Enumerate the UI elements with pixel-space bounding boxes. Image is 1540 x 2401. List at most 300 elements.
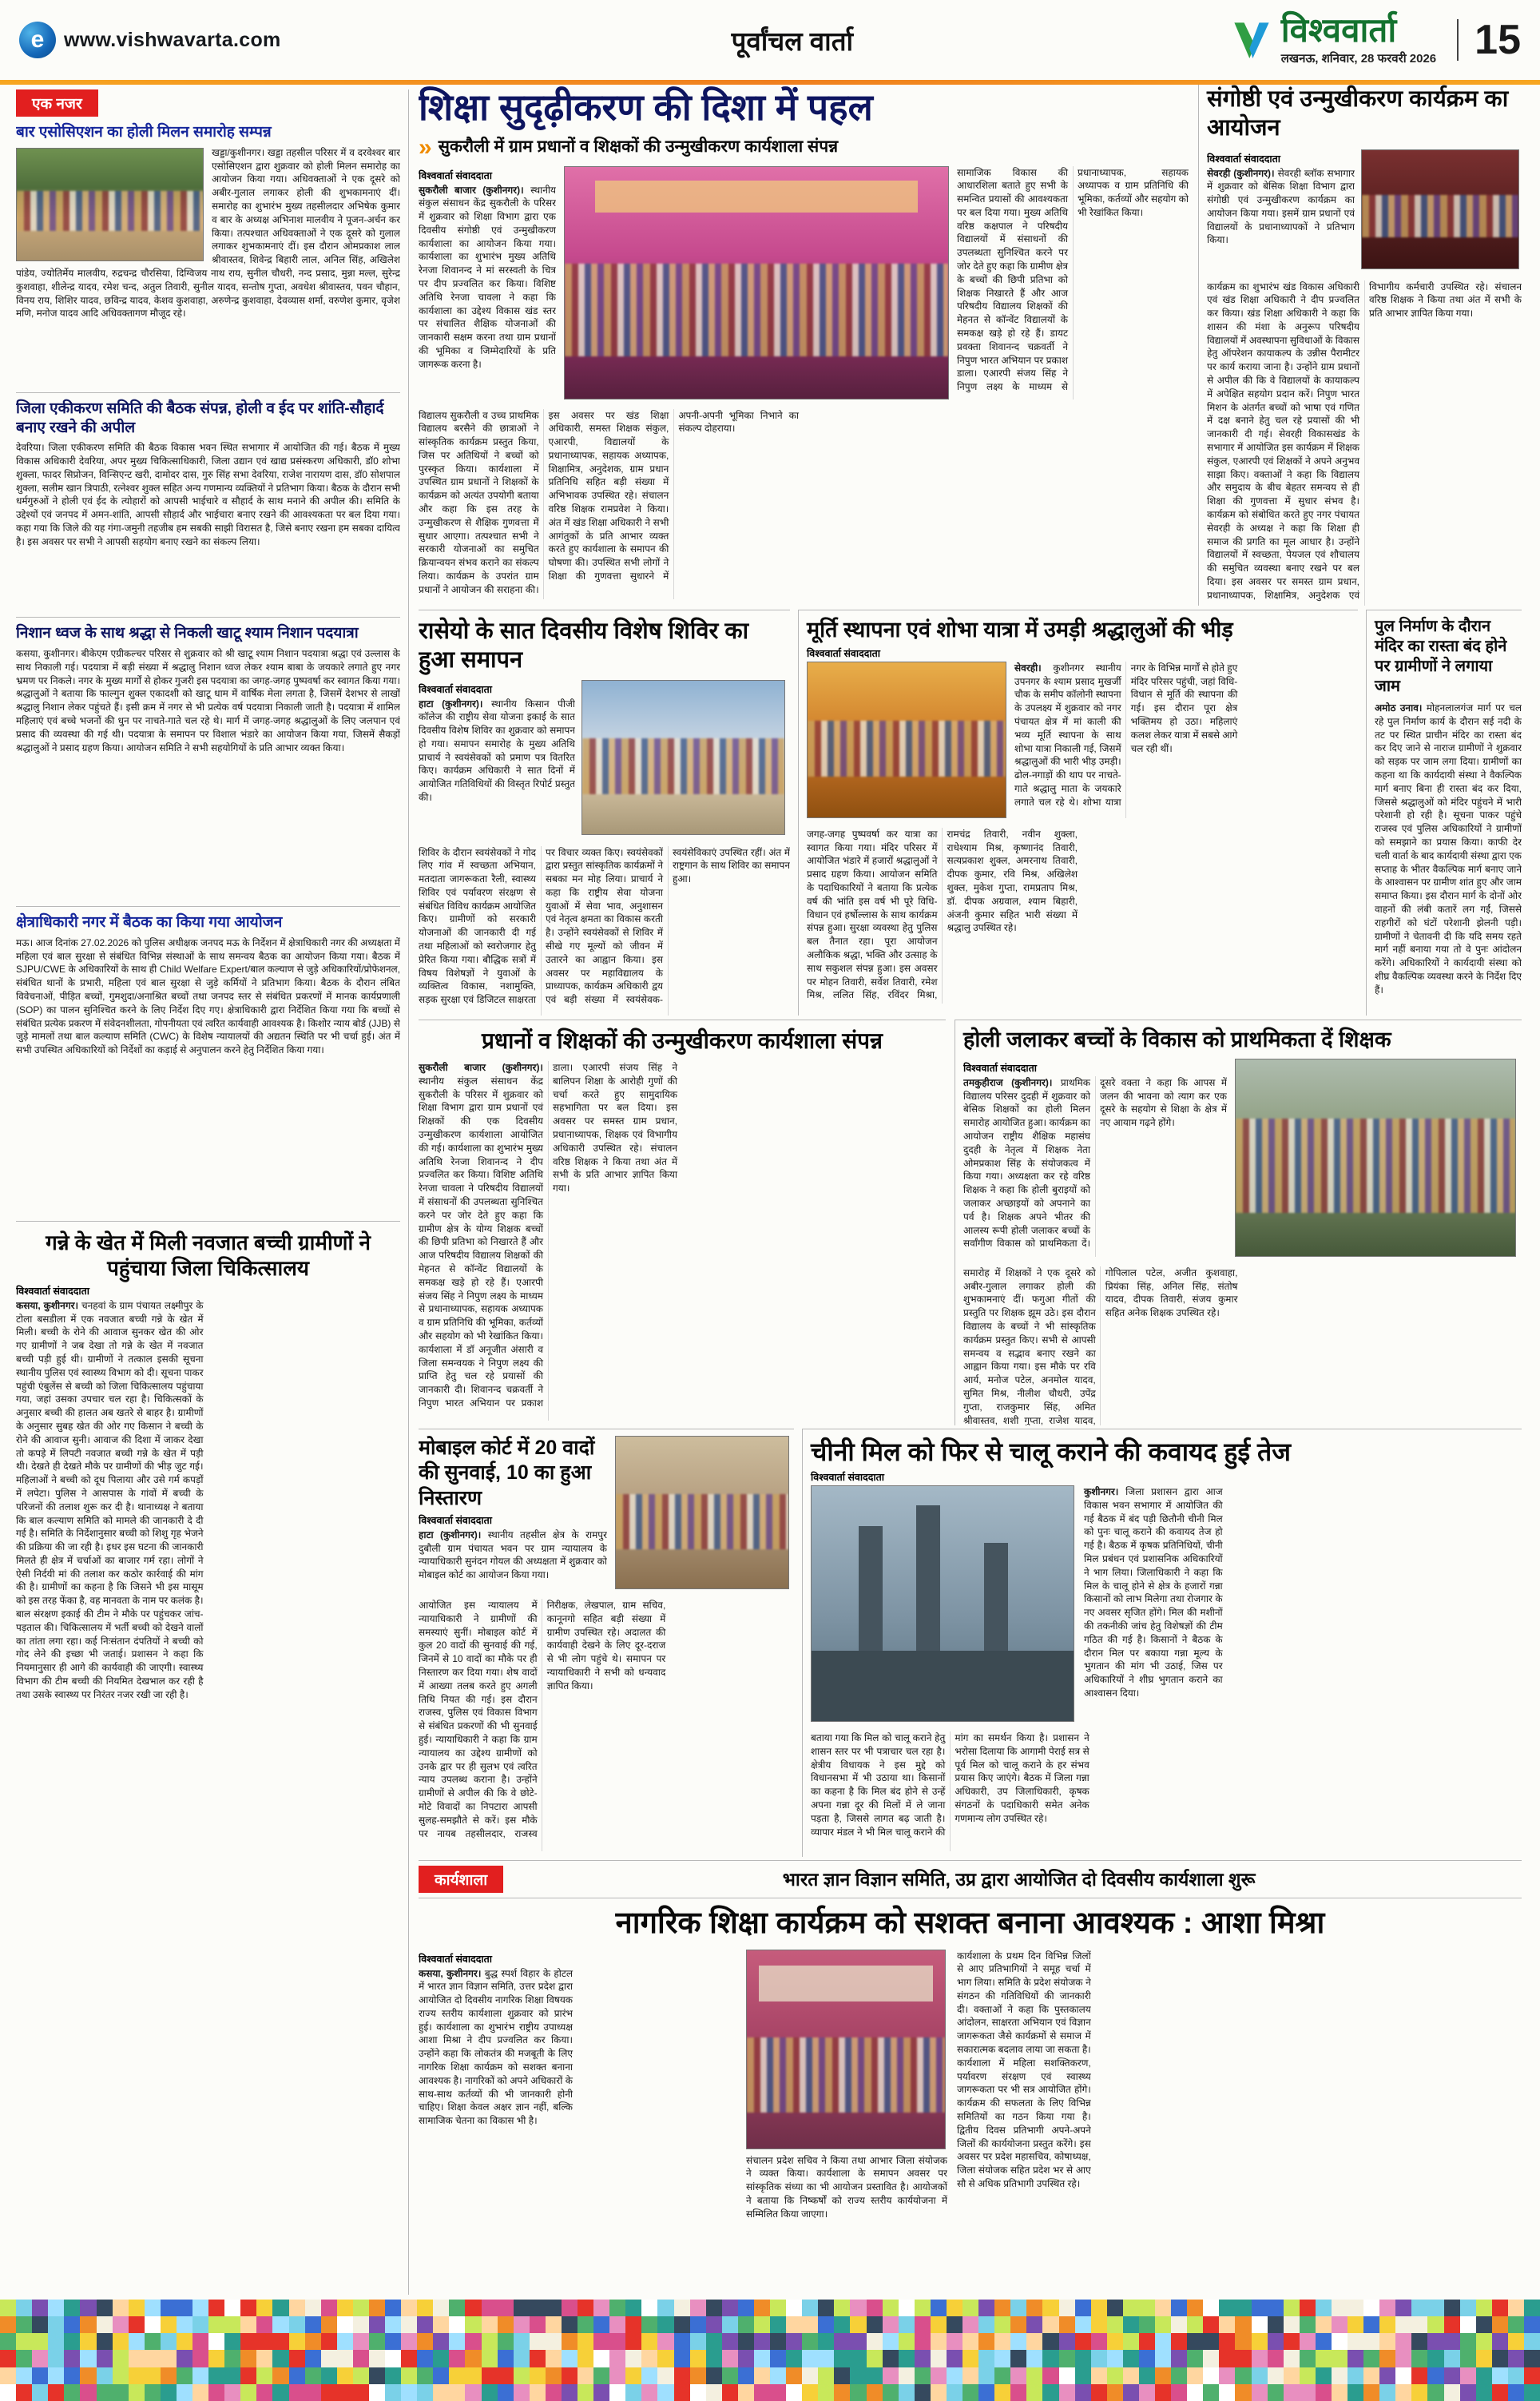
mosaic-cell (1444, 2333, 1460, 2350)
mosaic-cell (1171, 2333, 1187, 2350)
mosaic-cell (1203, 2350, 1219, 2367)
mosaic-cell (32, 2367, 48, 2384)
mosaic-cell (978, 2316, 994, 2333)
mosaic-cell (1042, 2384, 1058, 2401)
mosaic-cell (754, 2367, 770, 2384)
dateline: अमोठ उनाव। (1375, 702, 1423, 714)
mosaic-cell (97, 2316, 113, 2333)
article-bar-association (16, 123, 400, 386)
mosaic-cell (1379, 2316, 1395, 2333)
mosaic-cell (208, 2333, 224, 2350)
article-body: चनहवां के ग्राम पंचायत लक्ष्मीपुर के टोला बसडीला में एक नवजात बच्ची गन्ने के खेत में मिली। बच्ची के रोने की आवाज सुनकर खेत की ओर गए ग्रामीणों ने जब देखा तो गन्ने के खेत में नवजात बच्ची पड़ी हुई थी। ग्रामीणों ने तत्काल इसकी सूचना स्थानीय पुलिस एवं स्वास्थ्य विभाग को दी। सूचना पाकर पहुंची एंबुलेंस से बच्ची को जिला चिकित्सालय पहुंचाया गया, जहां उसका उपचार चल रहा है। चिकित्सकों के अनुसार बच्ची की हालत अब खतरे से बाहर है। ग्रामीणों के अनुसार सुबह खेत की ओर गए किसान ने बच्ची के रोने की आवाज सुनी। आवाज की दिशा में जाकर देखा तो कपड़े में लिपटी नवजात बच्ची गन्ने के खेत में पड़ी थी। देखते ही देखते मौके पर ग्रामीणों की भीड़ जुट गई। महिलाओं ने बच्ची को दूध पिलाया और उसे गर्म कपड़ों में लपेटा। पुलिस ने आसपास के गांवों में बच्ची के परिजनों की तलाश शुरू कर दी है। थानाध्यक्ष ने बताया कि बाल कल्याण समिति को मामले की जानकारी दे दी गई है। समिति के निर्देशानुसार बच्ची को शिशु गृह भेजने की प्रक्रिया की जा रही है। इधर इस घटना की जानकारी मिलते ही क्षेत्र में चर्चाओं का बाजार गर्म रहा। लोगों ने ऐसी निर्दयी मां की तलाश कर कठोर कार्रवाई की मांग की है। ग्रामीणों का कहना है कि जिसने भी इस मासूम को इस तरह फेंका है, वह मानवता के नाम पर कलंक है। बाल संरक्षण इकाई की टीम ने मौके पर पहुंचकर जांच-पड़ताल की। चिकित्सालय में भर्ती बच्ची को देखने वालों का तांता लगा रहा। कई निःसंतान दंपतियों ने बच्ची को गोद लेने की इच्छा भी जताई। प्रशासन ने कहा कि नियमानुसार ही आगे की कार्यवाही की जाएगी। स्वास्थ्य विभाग की टीम बच्ची की नियमित देखभाल कर रही है तथा उसके स्वास्थ्य पर निरंतर नजर रखी जा रही है। (16, 1299, 204, 1700)
mosaic-cell (1284, 2384, 1300, 2401)
mosaic-cell (1091, 2316, 1107, 2333)
mosaic-cell (433, 2333, 449, 2350)
mosaic-cell (289, 2367, 305, 2384)
masthead-v-icon (1230, 18, 1273, 62)
mosaic-cell (385, 2300, 401, 2316)
mosaic-cell (1300, 2350, 1316, 2367)
mosaic-cell (1075, 2333, 1091, 2350)
mosaic-cell (1075, 2384, 1091, 2401)
mosaic-cell (272, 2384, 288, 2401)
mosaic-cell (1379, 2350, 1395, 2367)
mosaic-cell (32, 2333, 48, 2350)
article-body: सेवरही ब्लॉक सभागार में शुक्रवार को बेसिक शिक्षा विभाग द्वारा संगोष्ठी एवं उन्मुखीकरण कार्यक्रम का आयोजन किया गया। इसमें ग्राम प्रधानों एवं विद्यालयों के प्रधानाध्यापकों ने प्रतिभाग किया। (1207, 167, 1355, 246)
mosaic-cell (1524, 2300, 1540, 2316)
article-holi-jalakar (955, 1020, 1522, 1425)
mosaic-cell (369, 2367, 385, 2384)
mosaic-cell (978, 2350, 994, 2367)
dateline: कुशीनगर। (1084, 1486, 1119, 1497)
mosaic-cell (321, 2300, 337, 2316)
mosaic-cell (963, 2384, 978, 2401)
mosaic-cell (353, 2384, 369, 2401)
mosaic-cell (1411, 2316, 1427, 2333)
mosaic-cell (834, 2350, 850, 2367)
left-column (16, 89, 409, 2295)
mosaic-cell (625, 2316, 641, 2333)
mosaic-cell (1252, 2316, 1268, 2333)
mosaic-cell (850, 2350, 866, 2367)
mosaic-cell (722, 2350, 738, 2367)
mosaic-cell (1508, 2333, 1524, 2350)
mosaic-cell (256, 2300, 272, 2316)
mosaic-cell (1332, 2367, 1348, 2384)
mosaic-cell (1219, 2384, 1235, 2401)
mosaic-cell (530, 2367, 546, 2384)
mosaic-cell (177, 2350, 192, 2367)
mosaic-cell (401, 2384, 417, 2401)
mosaic-cell (1460, 2300, 1476, 2316)
article-headline: पुल निर्माण के दौरान मंदिर का रास्ता बंद होने पर ग्रामीणों ने लगाया जाम (1375, 618, 1507, 695)
mosaic-cell (256, 2333, 272, 2350)
mosaic-cell (1171, 2316, 1187, 2333)
mosaic-cell (433, 2384, 449, 2401)
mosaic-cell (1348, 2316, 1363, 2333)
mosaic-cell (1348, 2367, 1363, 2384)
reporter-byline: विश्ववार्ता संवाददाता (1207, 153, 1280, 165)
mosaic-cell (818, 2367, 834, 2384)
mosaic-cell (385, 2367, 401, 2384)
mosaic-cell (369, 2300, 385, 2316)
mosaic-cell (129, 2300, 145, 2316)
mosaic-cell (722, 2367, 738, 2384)
mosaic-cell (1091, 2300, 1107, 2316)
mosaic-cell (177, 2384, 192, 2401)
mosaic-cell (593, 2384, 609, 2401)
mosaic-cell (1427, 2333, 1443, 2350)
mosaic-cell (48, 2350, 64, 2367)
mosaic-cell (1476, 2316, 1492, 2333)
mosaic-cell (1427, 2316, 1443, 2333)
mosaic-cell (1075, 2367, 1091, 2384)
mosaic-cell (1460, 2367, 1476, 2384)
mosaic-cell (978, 2333, 994, 2350)
mosaic-cell (1123, 2300, 1139, 2316)
mosaic-cell (1492, 2333, 1508, 2350)
bar-association-photo (16, 148, 204, 261)
mosaic-cell (1427, 2300, 1443, 2316)
mosaic-cell (161, 2350, 177, 2367)
mosaic-cell (1476, 2367, 1492, 2384)
mosaic-cell (1059, 2316, 1075, 2333)
mosaic-cell (1075, 2300, 1091, 2316)
mosaic-cell (289, 2350, 305, 2367)
mosaic-cell (738, 2350, 754, 2367)
mosaic-cell (947, 2333, 963, 2350)
mosaic-cell (256, 2316, 272, 2333)
mosaic-cell (97, 2333, 113, 2350)
mosaic-cell (224, 2300, 240, 2316)
mosaic-cell (1268, 2333, 1284, 2350)
main-headline: शिक्षा सुदृढ़ीकरण की दिशा में पहल (419, 86, 873, 128)
mosaic-cell (947, 2316, 963, 2333)
mosaic-cell (80, 2384, 96, 2401)
mosaic-cell (64, 2300, 80, 2316)
mosaic-cell (1155, 2300, 1171, 2316)
mosaic-cell (1363, 2350, 1379, 2367)
article-body: शिविर के दौरान स्वयंसेवकों ने गोद लिए गांव में स्वच्छता अभियान, मतदाता जागरूकता रैली, स्वास्थ्य शिविर एवं पर्यावरण संरक्षण से संबंधित विविध कार्यक्रम आयोजित किए। ग्रामीणों को सरकारी योजनाओं की जानकारी दी गई तथा महिलाओं को स्वरोजगार हेतु प्रेरित किया गया। बौद्धिक सत्रों में विषय विशेषज्ञों ने युवाओं के व्यक्तित्व विकास, नशामुक्ति, सड़क सुरक्षा एवं डिजिटल साक्षरता पर विचार व्यक्त किए। स्वयंसेवकों द्वारा प्रस्तुत सांस्कृतिक कार्यक्रमों ने सबका मन मोह लिया। प्राचार्य ने कहा कि राष्ट्रीय सेवा योजना युवाओं में सेवा भाव, अनुशासन एवं नेतृत्व क्षमता का विकास करती है। उन्होंने स्वयंसेवकों से शिविर में सीखे गए मूल्यों को जीवन में उतारने का आह्वान किया। इस अवसर पर महाविद्यालय के प्राध्यापक, कार्यक्रम अधिकारी द्वय एवं बड़ी संख्या में स्वयंसेवक-स्वयंसेविकाएं उपस्थित रहीं। अंत में राष्ट्रगान के साथ शिविर का समापन हुआ। (419, 846, 790, 1006)
mosaic-cell (0, 2367, 16, 2384)
mosaic-cell (1284, 2316, 1300, 2333)
mosaic-cell (369, 2333, 385, 2350)
mosaic-cell (514, 2384, 530, 2401)
page-header (0, 0, 1540, 80)
mosaic-cell (449, 2384, 465, 2401)
mosaic-cell (530, 2333, 546, 2350)
mosaic-cell (337, 2333, 353, 2350)
mosaic-cell (1300, 2367, 1316, 2384)
mosaic-cell (514, 2333, 530, 2350)
mobile-court-photo (615, 1436, 789, 1589)
mosaic-cell (32, 2384, 48, 2401)
mosaic-cell (1332, 2300, 1348, 2316)
reporter-byline: विश्ववार्ता संवाददाता (811, 1472, 884, 1483)
mosaic-cell (867, 2384, 883, 2401)
mosaic-cell (192, 2384, 208, 2401)
mosaic-cell (32, 2350, 48, 2367)
mosaic-cell (818, 2300, 834, 2316)
mosaic-cell (883, 2350, 899, 2367)
mosaic-cell (994, 2316, 1010, 2333)
mosaic-cell (1059, 2333, 1075, 2350)
mosaic-cell (1171, 2300, 1187, 2316)
article-ganne-ke-khet (16, 1221, 400, 2295)
mosaic-cell (1252, 2300, 1268, 2316)
mosaic-cell (449, 2350, 465, 2367)
article-headline: मूर्ति स्थापना एवं शोभा यात्रा में उमड़ी श्रद्धालुओं की भीड़ (807, 618, 1233, 642)
mosaic-cell (562, 2316, 578, 2333)
mosaic-cell (0, 2384, 16, 2401)
mosaic-cell (546, 2300, 562, 2316)
mosaic-cell (899, 2384, 915, 2401)
mosaic-cell (802, 2384, 818, 2401)
mosaic-cell (1395, 2333, 1411, 2350)
mosaic-cell (738, 2316, 754, 2333)
mosaic-cell (1059, 2384, 1075, 2401)
section-ek-nazar (16, 89, 400, 117)
mosaic-cell (931, 2316, 947, 2333)
mosaic-cell (48, 2333, 64, 2350)
mosaic-cell (16, 2384, 32, 2401)
mosaic-cell (1042, 2350, 1058, 2367)
mosaic-cell (1235, 2367, 1251, 2384)
murti-yatra-photo (807, 662, 1006, 818)
mosaic-cell (32, 2316, 48, 2333)
mosaic-cell (80, 2316, 96, 2333)
article-pradhan-karyashala (419, 1020, 946, 1425)
mosaic-cell (1252, 2384, 1268, 2401)
mosaic-cell (706, 2333, 722, 2350)
article-headline: प्रधानों व शिक्षकों की उन्मुखीकरण कार्यशाला संपन्न (482, 1028, 883, 1053)
mosaic-cell (994, 2333, 1010, 2350)
mosaic-cell (915, 2316, 931, 2333)
article-body: स्थानीय तहसील क्षेत्र के रामपुर दुबौली ग्राम पंचायत भवन पर ग्राम न्यायालय के न्यायाधिकारी सुनंदन गोयल की अध्यक्षता में शुक्रवार को मोबाइल कोर्ट का आयोजन किया गया। (419, 1528, 607, 1581)
mosaic-cell (1395, 2367, 1411, 2384)
mosaic-cell (657, 2300, 673, 2316)
mosaic-cell (129, 2350, 145, 2367)
mosaic-cell (129, 2384, 145, 2401)
mosaic-cell (915, 2300, 931, 2316)
mosaic-cell (1139, 2333, 1155, 2350)
mosaic-cell (641, 2350, 657, 2367)
mosaic-cell (625, 2333, 641, 2350)
mosaic-cell (417, 2333, 433, 2350)
mosaic-cell (1332, 2350, 1348, 2367)
mosaic-cell (1411, 2350, 1427, 2367)
sugar-mill-photo (811, 1485, 1074, 1722)
mosaic-cell (641, 2300, 657, 2316)
mosaic-cell (1010, 2384, 1026, 2401)
article-kshetradhikari (16, 906, 400, 1214)
mosaic-cell (754, 2316, 770, 2333)
mosaic-cell (16, 2333, 32, 2350)
mosaic-cell (722, 2316, 738, 2333)
mosaic-cell (947, 2384, 963, 2401)
dateline: हाटा (कुशीनगर)। (419, 698, 483, 710)
article-body: कार्यक्रम का शुभारंभ खंड विकास अधिकारी एवं खंड शिक्षा अधिकारी ने दीप प्रज्वलित कर किया। खंड शिक्षा अधिकारी ने कहा कि शासन की मंशा के अनुरूप परिषदीय विद्यालयों में अवस्थापना सुविधाओं के विकास हेतु ऑपरेशन कायाकल्प के उन्नीस पैरामीटर पर कार्य कराया जाना है। उन्होंने ग्राम प्रधानों से अपील की कि वे विद्यालयों के कायाकल्प में अपेक्षित सहयोग प्रदान करें। निपुण भारत मिशन के अंतर्गत बच्चों को भाषा एवं गणित में दक्ष बनाने हेतु चल रहे प्रयासों की भी जानकारी दी गई। सेवरही विकासखंड के सभागार में आयोजित इस कार्यक्रम में शिक्षक संकुल, एआरपी एवं शिक्षकों ने अपने अनुभव साझा किए। वक्ताओं ने कहा कि विद्यालय और समुदाय के बीच बेहतर समन्वय से ही शिक्षा की गुणवत्ता में सुधार संभव है। कार्यक्रम को संबोधित करते हुए नगर पंचायत सेवरही के अध्यक्ष ने कहा कि शिक्षा ही समाज की प्रगति का मूल आधार है। उन्होंने विद्यालयों में स्वच्छता, पेयजल एवं शौचालय की समुचित व्यवस्था बनाए रखने पर बल दिया। इस अवसर पर समस्त ग्राम प्रधान, प्रधानाध्यापक, शिक्षामित्र, अनुदेशक एवं विभागीय कर्मचारी उपस्थित रहे। संचालन वरिष्ठ शिक्षक ने किया तथा अंत में सभी के प्रति आभार ज्ञापित किया गया। (1207, 280, 1522, 601)
dateline: सुकरौली बाजार (कुशीनगर)। (419, 1062, 543, 1073)
mosaic-cell (0, 2333, 16, 2350)
mosaic-cell (706, 2300, 722, 2316)
mosaic-cell (899, 2350, 915, 2367)
mosaic-cell (80, 2350, 96, 2367)
mosaic-cell (289, 2316, 305, 2333)
mosaic-cell (1524, 2333, 1540, 2350)
article-body: विद्यालय सुकरौली व उच्च प्राथमिक विद्यालय बरसैने की छात्राओं ने सांस्कृतिक कार्यक्रम प्रस्तुत किया, जिस पर अतिथियों ने बच्चों को पुरस्कृत किया। कार्यशाला में उपस्थित ग्राम प्रधानों ने शिक्षकों के कार्यक्रम को अत्यंत उपयोगी बताया और कहा कि इस तरह के उन्मुखीकरण से शैक्षिक गुणवत्ता में सुधार आएगा। तत्पश्चात सभी ने सरकारी योजनाओं का समुचित क्रियान्वयन संभव कराने का संकल्प लिया। कार्यक्रम के उपरांत ग्राम प्रधानों ने आयोजन की सराहना की। इस अवसर पर खंड शिक्षा अधिकारी, समस्त शिक्षक संकुल, एआरपी, विद्यालयों के प्रधानाध्यापक, सहायक अध्यापक, शिक्षामित्र, अनुदेशक, ग्राम प्रधान प्रतिनिधि सहित बड़ी संख्या में अभिभावक उपस्थित रहे। संचालन वरिष्ठ शिक्षक रामप्रवेश ने किया। अंत में खंड शिक्षा अधिकारी ने सभी आगंतुकों के प्रति आभार व्यक्त करते हुए कार्यशाला के समापन की घोषणा की। उपस्थित सभी लोगों ने शिक्षा की गुणवत्ता सुधारने में अपनी-अपनी भूमिका निभाने का संकल्प दोहराया। (419, 409, 799, 595)
article-body: बुद्ध स्पर्श विहार के होटल में भारत ज्ञान विज्ञान समिति, उत्तर प्रदेश द्वारा आयोजित दो दिवसीय नागरिक शिक्षा विषयक राज्य स्तरीय कार्यशाला शुक्रवार को प्रारंभ हुई। कार्यशाला का शुभारंभ राष्ट्रीय उपाध्यक्ष आशा मिश्रा ने दीप प्रज्वलित कर किया। उन्होंने कहा कि लोकतंत्र की मजबूती के लिए नागरिक शिक्षा कार्यक्रम को सशक्त बनाना आवश्यक है। नागरिकों को अपने अधिकारों के साथ-साथ कर्तव्यों की भी जानकारी होनी चाहिए। शिक्षा केवल अक्षर ज्ञान नहीं, बल्कि सामाजिक चेतना का विकास भी है। (419, 1967, 573, 2127)
mosaic-cell (1107, 2333, 1123, 2350)
nss-camp-photo (581, 680, 785, 835)
article-chini-mill (802, 1429, 1522, 1857)
mosaic-cell (321, 2367, 337, 2384)
reporter-byline: विश्ववार्ता संवाददाता (419, 683, 492, 695)
mosaic-cell (417, 2367, 433, 2384)
mosaic-cell (305, 2367, 321, 2384)
mosaic-cell (674, 2384, 690, 2401)
main-kicker: सुकरौली में ग्राम प्रधानों व शिक्षकों की उन्मुखीकरण कार्यशाला संपन्न (438, 137, 839, 157)
article-nagrik-shiksha (419, 1860, 1522, 2296)
mosaic-cell (722, 2384, 738, 2401)
mosaic-cell (0, 2350, 16, 2367)
mosaic-cell (1155, 2333, 1171, 2350)
mosaic-cell (80, 2300, 96, 2316)
mosaic-cell (834, 2333, 850, 2350)
mosaic-cell (1363, 2367, 1379, 2384)
mosaic-cell (1010, 2300, 1026, 2316)
mosaic-cell (1411, 2300, 1427, 2316)
mosaic-cell (385, 2316, 401, 2333)
mosaic-cell (963, 2300, 978, 2316)
mosaic-cell (1395, 2316, 1411, 2333)
article-headline: रासेयो के सात दिवसीय विशेष शिविर का हुआ समापन (419, 618, 749, 674)
mosaic-cell (1075, 2316, 1091, 2333)
mosaic-cell (1123, 2316, 1139, 2333)
mosaic-cell (177, 2333, 192, 2350)
mosaic-cell (385, 2384, 401, 2401)
mosaic-cell (802, 2300, 818, 2316)
mosaic-cell (834, 2367, 850, 2384)
mosaic-cell (1091, 2333, 1107, 2350)
mosaic-cell (1363, 2384, 1379, 2401)
mosaic-cell (1444, 2300, 1460, 2316)
mosaic-cell (931, 2350, 947, 2367)
mosaic-cell (1026, 2350, 1042, 2367)
mosaic-cell (1010, 2316, 1026, 2333)
mosaic-cell (1107, 2316, 1123, 2333)
mosaic-cell (562, 2333, 578, 2350)
mosaic-cell (1252, 2367, 1268, 2384)
mosaic-cell (641, 2316, 657, 2333)
mosaic-cell (562, 2350, 578, 2367)
mosaic-cell (482, 2350, 498, 2367)
mosaic-cell (834, 2316, 850, 2333)
mosaic-cell (625, 2367, 641, 2384)
mosaic-cell (1042, 2333, 1058, 2350)
mosaic-cell (947, 2367, 963, 2384)
mosaic-cell (208, 2384, 224, 2401)
mosaic-cell (1203, 2384, 1219, 2401)
mosaic-cell (1155, 2384, 1171, 2401)
mosaic-cell (978, 2384, 994, 2401)
mosaic-cell (417, 2316, 433, 2333)
mosaic-cell (1427, 2384, 1443, 2401)
mosaic-cell (1107, 2350, 1123, 2367)
mosaic-cell (609, 2384, 625, 2401)
mosaic-cell (738, 2333, 754, 2350)
article-jila-ekikaran (16, 392, 400, 611)
mosaic-cell (417, 2384, 433, 2401)
mosaic-cell (305, 2300, 321, 2316)
mosaic-cell (192, 2367, 208, 2384)
mosaic-cell (609, 2300, 625, 2316)
reporter-byline: विश्ववार्ता संवाददाता (963, 1062, 1037, 1074)
mosaic-cell (256, 2350, 272, 2367)
mosaic-cell (947, 2350, 963, 2367)
mosaic-cell (770, 2316, 786, 2333)
mosaic-cell (690, 2350, 706, 2367)
seminar-program-photo (1361, 149, 1519, 269)
mosaic-cell (1395, 2300, 1411, 2316)
mosaic-cell (883, 2300, 899, 2316)
mosaic-cell (786, 2367, 802, 2384)
mosaic-cell (1187, 2367, 1203, 2384)
reporter-byline: विश्ववार्ता संवाददाता (419, 1953, 492, 1965)
mosaic-cell (994, 2384, 1010, 2401)
mosaic-cell (1460, 2316, 1476, 2333)
mosaic-cell (97, 2350, 113, 2367)
mosaic-cell (449, 2316, 465, 2333)
mosaic-cell (1203, 2367, 1219, 2384)
mosaic-cell (963, 2350, 978, 2367)
mosaic-cell (1300, 2316, 1316, 2333)
mosaic-cell (706, 2316, 722, 2333)
mosaic-cell (514, 2300, 530, 2316)
holi-milan-teachers-photo (1235, 1059, 1516, 1257)
mosaic-cell (1476, 2350, 1492, 2367)
mosaic-cell (674, 2350, 690, 2367)
mosaic-cell (1107, 2367, 1123, 2384)
mosaic-cell (690, 2300, 706, 2316)
mosaic-cell (0, 2316, 16, 2333)
mosaic-cell (1026, 2367, 1042, 2384)
mosaic-cell (609, 2316, 625, 2333)
mosaic-cell (1492, 2316, 1508, 2333)
mosaic-cell (1059, 2300, 1075, 2316)
mosaic-cell (208, 2367, 224, 2384)
mosaic-cell (1235, 2316, 1251, 2333)
mosaic-cell (97, 2367, 113, 2384)
mosaic-cell (1492, 2350, 1508, 2367)
article-headline: मोबाइल कोर्ट में 20 वादों की सुनवाई, 10 का हुआ निस्तारण (419, 1437, 595, 1509)
mosaic-cell (546, 2367, 562, 2384)
mosaic-cell (1187, 2333, 1203, 2350)
mosaic-cell (657, 2316, 673, 2333)
mosaic-cell (657, 2333, 673, 2350)
mosaic-cell (177, 2300, 192, 2316)
mosaic-cell (609, 2367, 625, 2384)
mosaic-cell (1363, 2333, 1379, 2350)
mosaic-cell (369, 2350, 385, 2367)
mosaic-cell (417, 2350, 433, 2367)
mosaic-cell (867, 2350, 883, 2367)
mosaic-cell (786, 2333, 802, 2350)
mosaic-cell (1363, 2300, 1379, 2316)
mosaic-cell (593, 2350, 609, 2367)
mosaic-cell (305, 2333, 321, 2350)
mosaic-cell (578, 2367, 593, 2384)
mosaic-cell (1155, 2367, 1171, 2384)
article-headline: क्षेत्राधिकारी नगर में बैठक का किया गया आयोजन (16, 914, 283, 931)
mosaic-cell (1460, 2333, 1476, 2350)
edition-title: पूर्वांचल वार्ता (731, 26, 854, 56)
mosaic-cell (546, 2316, 562, 2333)
mosaic-cell (1123, 2333, 1139, 2350)
mosaic-cell (1316, 2367, 1332, 2384)
mosaic-cell (786, 2316, 802, 2333)
mosaic-cell (706, 2350, 722, 2367)
mosaic-cell (465, 2384, 481, 2401)
dateline: सेवरही। (1014, 662, 1042, 674)
masthead-block (1230, 11, 1521, 66)
mosaic-cell (1091, 2350, 1107, 2367)
masthead-title: विश्ववार्ता (1280, 11, 1397, 49)
mosaic-cell (1091, 2384, 1107, 2401)
masthead-dateline: लखनऊ, शनिवार, 28 फरवरी 2026 (1280, 52, 1437, 66)
mosaic-cell (915, 2367, 931, 2384)
mosaic-cell (1042, 2300, 1058, 2316)
mosaic-cell (818, 2350, 834, 2367)
